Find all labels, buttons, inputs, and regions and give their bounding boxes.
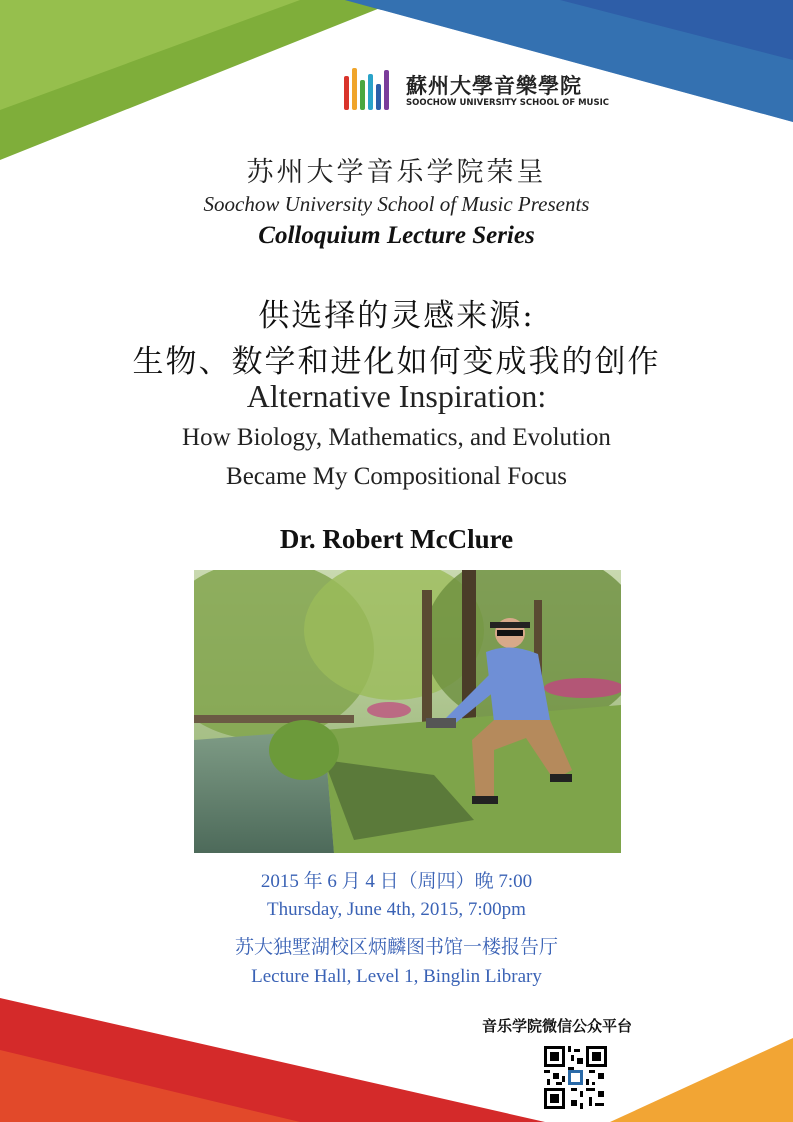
bottom-right-orange-triangle (610, 1038, 793, 1122)
lecture-title-en-line1: Alternative Inspiration: (246, 378, 547, 414)
logo-text-en: SOOCHOW UNIVERSITY SCHOOL OF MUSIC (406, 98, 609, 108)
lecture-title-zh-line1: 供选择的灵感来源: (258, 298, 535, 334)
music-bars-icon (344, 66, 390, 112)
presenter-en: Soochow University School of Music Presents (203, 192, 590, 216)
series-title: Colloquium Lecture Series (258, 222, 535, 249)
event-date-en: Thursday, June 4th, 2015, 7:00pm (267, 899, 526, 920)
lecture-title-zh-line2: 生物、数学和进化如何变成我的创作 (132, 344, 661, 380)
speaker-photo (194, 570, 621, 853)
event-venue-zh: 苏大独墅湖校区炳麟图书馆一楼报告厅 (234, 937, 558, 958)
logo-text-zh: 蘇州大學音樂學院 (406, 74, 582, 98)
wechat-qr-code-icon[interactable] (544, 1046, 607, 1109)
lecture-title-en-line2: How Biology, Mathematics, and Evolution (182, 424, 611, 451)
event-date-zh: 2015 年 6 月 4 日（周四）晚 7:00 (260, 871, 533, 892)
presenter-zh: 苏州大学音乐学院荣呈 (246, 157, 547, 188)
school-logo (344, 66, 609, 116)
speaker-name: Dr. Robert McClure (279, 524, 514, 554)
wechat-label: 音乐学院微信公众平台 (482, 1017, 633, 1035)
lecture-title-en-line3: Became My Compositional Focus (226, 463, 567, 490)
event-venue-en: Lecture Hall, Level 1, Binglin Library (251, 966, 542, 987)
